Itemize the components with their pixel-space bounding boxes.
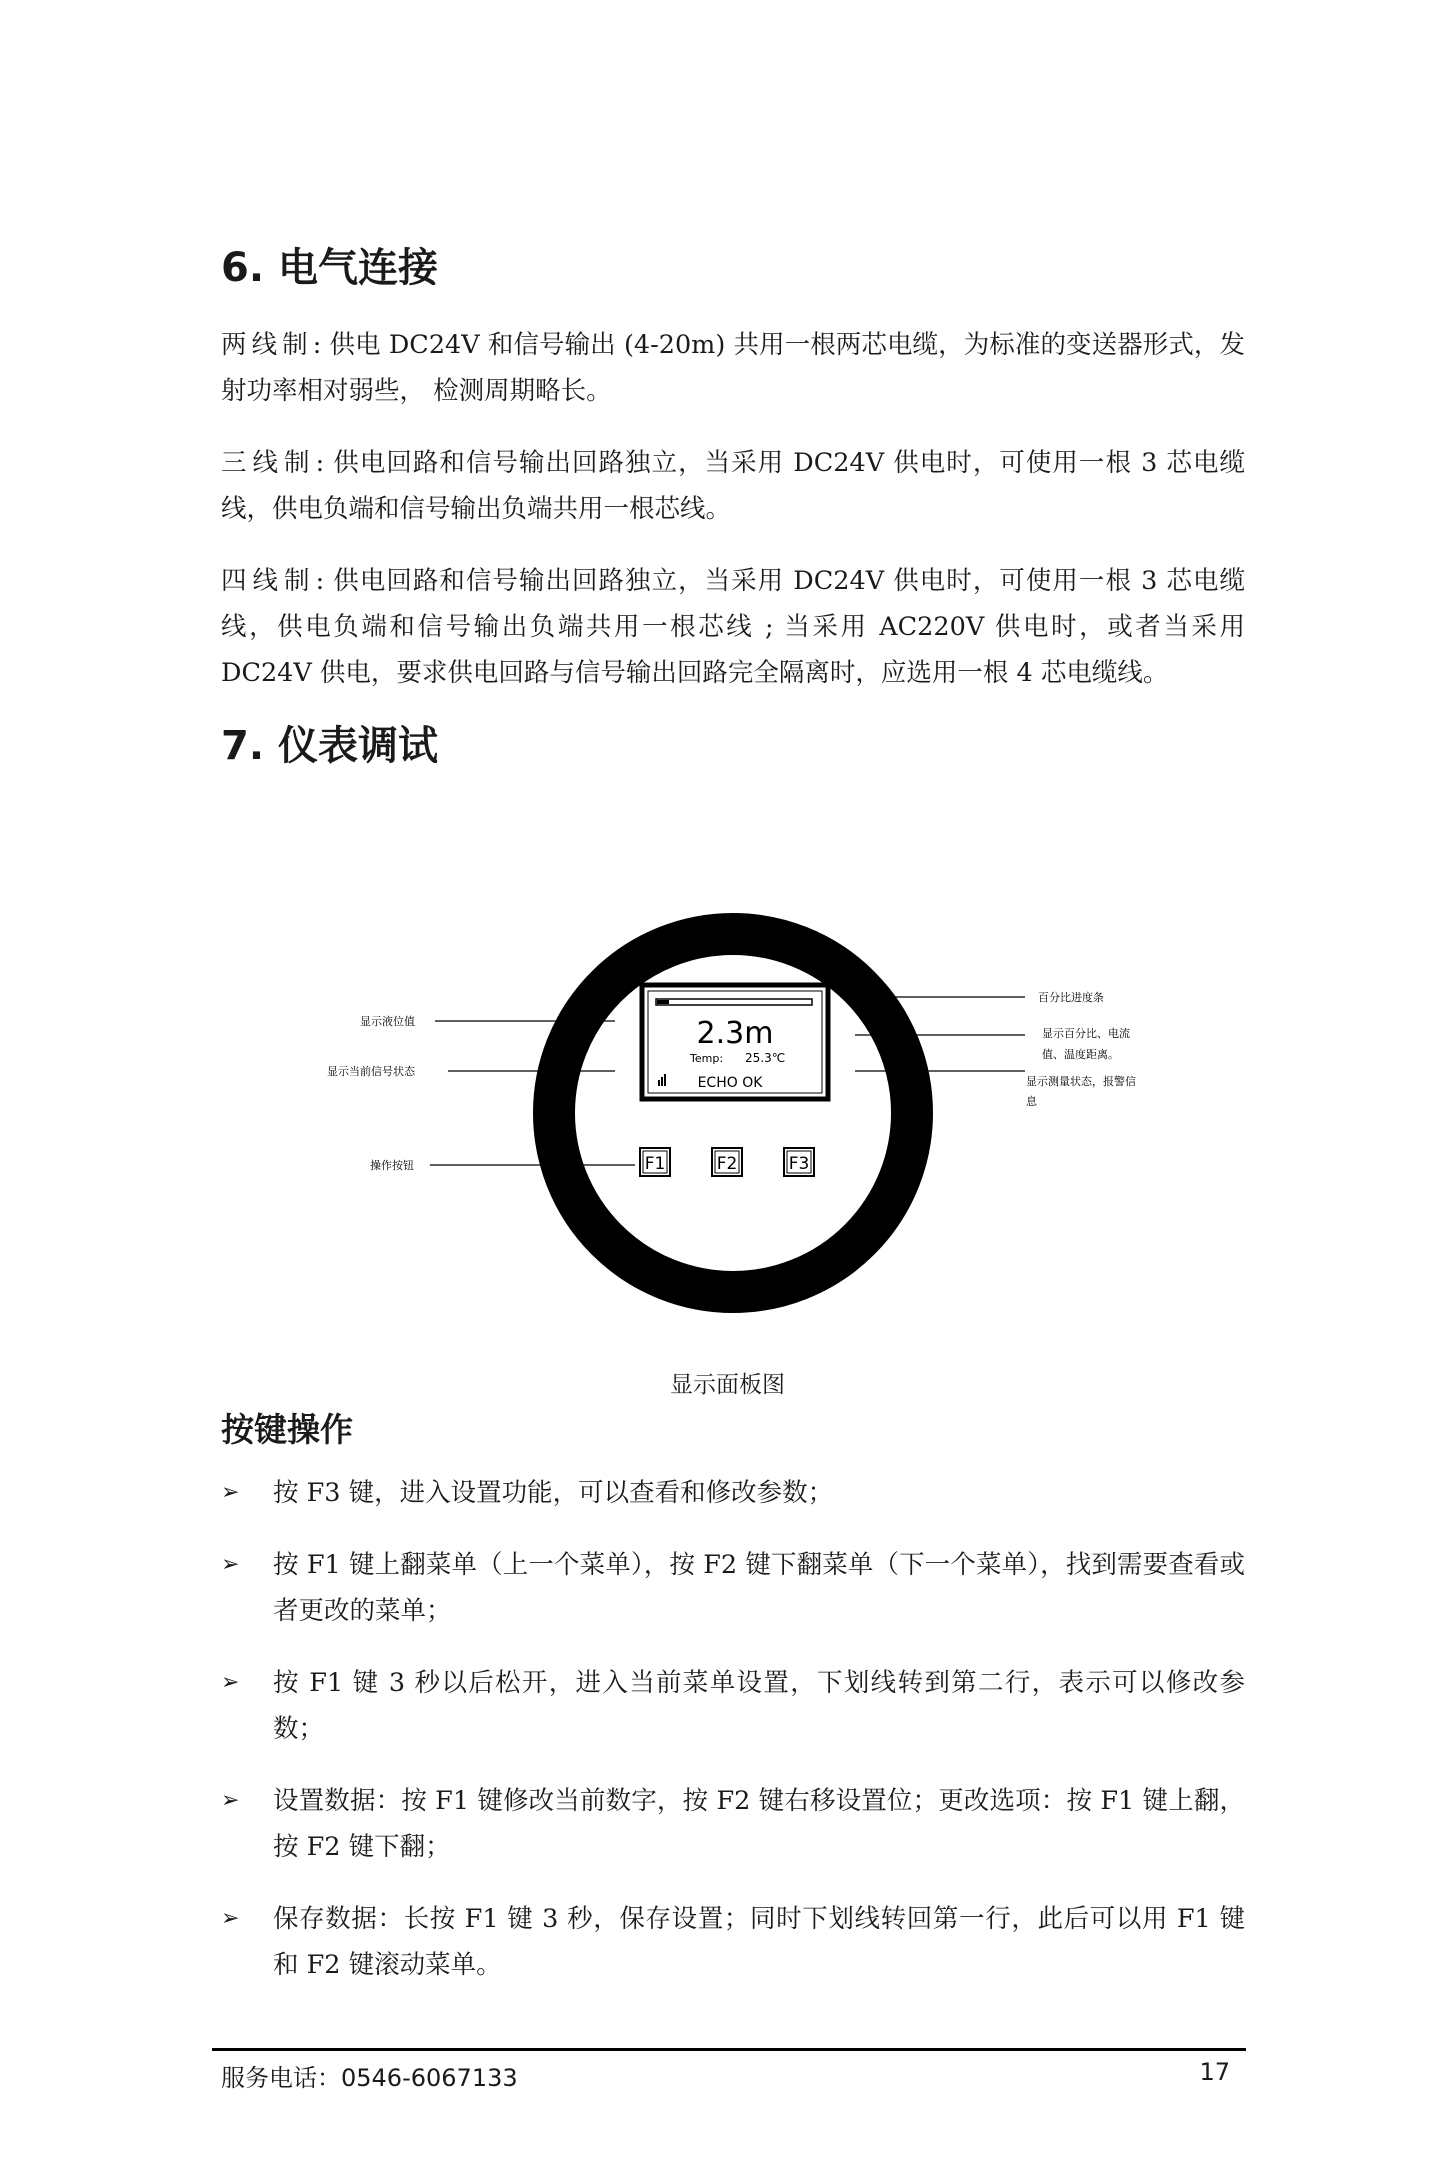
arrow-bullet-icon: ➢ bbox=[221, 1788, 240, 1813]
list-item: ➢ 按 F3 键，进入设置功能，可以查看和修改参数； bbox=[221, 1470, 1245, 1516]
footer-service-phone: 服务电话：0546-6067133 bbox=[221, 2064, 518, 2092]
f3-label: F3 bbox=[788, 1154, 810, 1174]
list-item: ➢ 按 F1 键上翻菜单（上一个菜单），按 F2 键下翻菜单（下一个菜单），找到需要查看或者更改的菜单； bbox=[221, 1542, 1245, 1634]
echo-status: ECHO OK bbox=[697, 1075, 763, 1091]
label-operate-buttons: 操作按钮 bbox=[370, 1159, 414, 1172]
label-progress-bar: 百分比进度条 bbox=[1038, 991, 1104, 1004]
label-status-line2: 息 bbox=[1026, 1095, 1037, 1108]
section-6-title: 6. 电气连接 bbox=[221, 245, 438, 291]
key-operation-list bbox=[221, 1470, 1245, 1988]
arrow-bullet-icon: ➢ bbox=[221, 1480, 240, 1505]
keys-title: 按键操作 bbox=[221, 1410, 353, 1449]
diagram-caption: 显示面板图 bbox=[670, 1372, 785, 1398]
label-percent-line2: 值、温度距离。 bbox=[1042, 1048, 1119, 1061]
label-status-line1: 显示测量状态，报警信 bbox=[1026, 1075, 1136, 1088]
f1-label: F1 bbox=[644, 1154, 666, 1174]
f1-button[interactable] bbox=[640, 1148, 670, 1176]
level-value: 2.3m bbox=[696, 1016, 774, 1051]
temp-value: 25.3℃ bbox=[745, 1051, 786, 1065]
label-signal-state: 显示当前信号状态 bbox=[327, 1065, 415, 1078]
f2-button[interactable] bbox=[712, 1148, 742, 1176]
progress-bar-fill bbox=[657, 1000, 669, 1004]
list-item: ➢ 按 F1 键 3 秒以后松开，进入当前菜单设置，下划线转到第二行，表示可以修改参数； bbox=[221, 1660, 1245, 1752]
label-percent-line1: 显示百分比、电流 bbox=[1042, 1027, 1130, 1040]
four-wire-paragraph bbox=[221, 558, 1245, 696]
footer-divider bbox=[212, 2048, 1246, 2051]
arrow-bullet-icon: ➢ bbox=[221, 1906, 240, 1931]
footer-page-number: 17 bbox=[1199, 2058, 1230, 2086]
three-wire-term: 三线制 bbox=[221, 448, 316, 478]
four-wire-term: 四线制 bbox=[221, 566, 316, 596]
arrow-bullet-icon: ➢ bbox=[221, 1670, 240, 1695]
list-item: ➢ 设置数据：按 F1 键修改当前数字，按 F2 键右移设置位；更改选项：按 F1 键上翻，按 F2 键下翻； bbox=[221, 1778, 1245, 1870]
temp-label: Temp: bbox=[690, 1052, 724, 1065]
two-wire-paragraph bbox=[221, 322, 1245, 414]
two-wire-term: 两线制 bbox=[221, 330, 313, 360]
f2-label: F2 bbox=[716, 1154, 738, 1174]
three-wire-text: : 供电回路和信号输出回路独立，当采用 DC24V 供电时，可使用一根 3 芯电缆线，供电负端和信号输出负端共用一根芯线。 bbox=[221, 448, 1245, 524]
three-wire-paragraph bbox=[221, 440, 1245, 532]
f3-button[interactable] bbox=[784, 1148, 814, 1176]
arrow-bullet-icon: ➢ bbox=[221, 1552, 240, 1577]
section-7-title: 7. 仪表调试 bbox=[221, 723, 438, 769]
display-panel-diagram bbox=[320, 905, 1180, 1325]
two-wire-text: : 供电 DC24V 和信号输出 (4-20m) 共用一根两芯电缆，为标准的变送器形式，发射功率相对弱些， 检测周期略长。 bbox=[221, 330, 1245, 406]
list-item: ➢ 保存数据：长按 F1 键 3 秒，保存设置；同时下划线转回第一行，此后可以用 F1 键和 F2 键滚动菜单。 bbox=[221, 1896, 1245, 1988]
four-wire-text: : 供电回路和信号输出回路独立，当采用 DC24V 供电时，可使用一根 3 芯电缆线，供电负端和信号输出负端共用一根芯线 ; 当采用 AC220V 供电时，或者当采用 DC24V 供电，要求供电回路与信号输出回路完全隔离时，应选用一根 4 芯电缆线。 bbox=[221, 566, 1245, 688]
label-level-value: 显示液位值 bbox=[360, 1015, 415, 1028]
